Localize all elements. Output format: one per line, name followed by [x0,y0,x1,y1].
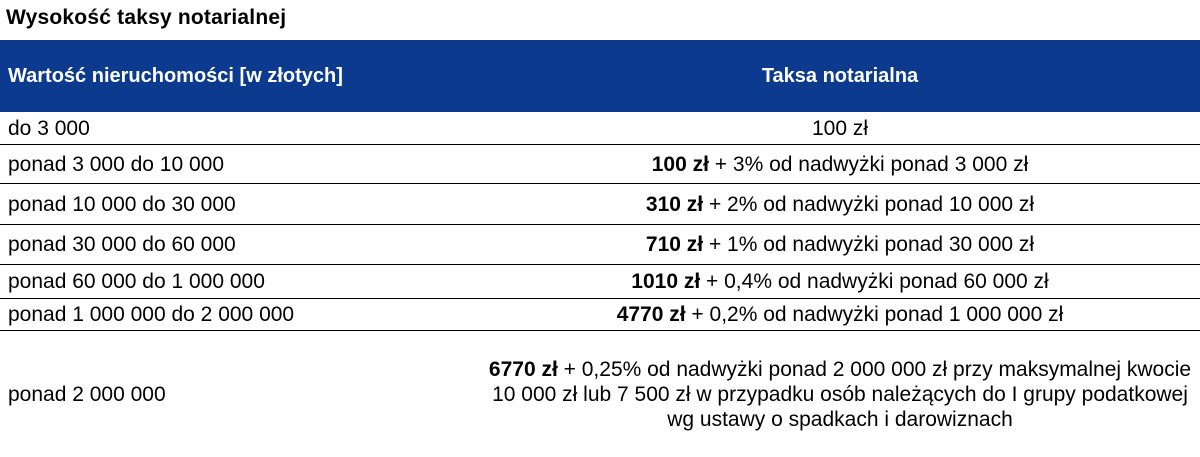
table-row [0,112,1200,145]
property-value-range: ponad 3 000 do 10 000 [0,145,480,184]
table-header-row [0,40,1200,112]
fee-base-amount: 4770 zł [617,303,686,326]
fee-base-amount: 310 zł [646,193,703,216]
header-property-value: Wartość nieruchomości [w złotych] [0,40,480,112]
fee-base-amount: 1010 zł [631,270,700,293]
header-notarial-fee: Taksa notarialna [480,40,1200,112]
fee-cell [480,299,1200,331]
table-row [0,225,1200,265]
fee-rule-text: + 1% od nadwyżki ponad 30 000 zł [703,233,1034,256]
fee-cell [480,225,1200,265]
fee-rule-text: + 3% od nadwyżki ponad 3 000 zł [709,153,1028,176]
fee-cell [480,145,1200,184]
property-value-range: do 3 000 [0,112,480,145]
fee-rule-text: + 0,25% od nadwyżki ponad 2 000 000 zł przy maksymalnej kwocie 10 000 zł lub 7 500 zł w przypadku osób należących do I grupy podatkowej wg ustawy o spadkach i darowiznach [492,358,1191,431]
fee-base-amount: 100 zł [652,153,709,176]
fee-cell [480,331,1200,457]
table-row [0,184,1200,225]
notarial-fee-table [0,40,1200,457]
fee-cell [480,265,1200,299]
fee-cell [480,112,1200,145]
table-row [0,265,1200,299]
fee-cell [480,184,1200,225]
fee-rule-text: + 2% od nadwyżki ponad 10 000 zł [703,193,1034,216]
table-row [0,299,1200,331]
property-value-range: ponad 1 000 000 do 2 000 000 [0,299,480,331]
property-value-range: ponad 2 000 000 [0,331,480,457]
fee-base-amount: 710 zł [646,233,703,256]
table-row [0,145,1200,184]
fee-rule-text: 100 zł [812,117,868,140]
fee-rule-text: + 0,2% od nadwyżki ponad 1 000 000 zł [686,303,1064,326]
property-value-range: ponad 10 000 do 30 000 [0,184,480,225]
page-title: Wysokość taksy notarialnej [6,6,286,30]
fee-rule-text: + 0,4% od nadwyżki ponad 60 000 zł [700,270,1049,293]
table-row [0,331,1200,457]
fee-base-amount: 6770 zł [489,358,558,381]
property-value-range: ponad 60 000 do 1 000 000 [0,265,480,299]
property-value-range: ponad 30 000 do 60 000 [0,225,480,265]
